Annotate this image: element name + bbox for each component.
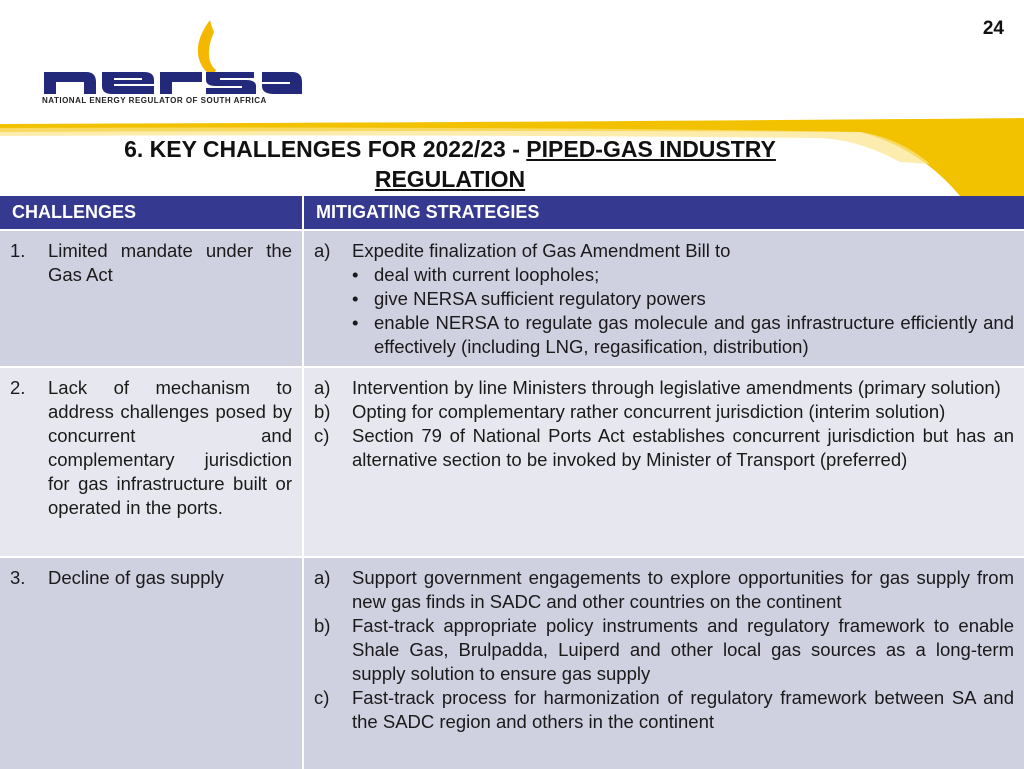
title-prefix: 6. KEY CHALLENGES FOR 2022/23 - xyxy=(124,136,527,162)
table-row xyxy=(0,230,1024,367)
strategy-text: Intervention by line Ministers through legislative amendments (primary solution) xyxy=(352,377,1001,398)
strategy-label: a) xyxy=(314,240,331,261)
strategy-cell xyxy=(303,557,1024,769)
row-number: 1. xyxy=(10,240,26,261)
row-number: 2. xyxy=(10,377,26,398)
strategy-label: c) xyxy=(314,425,330,446)
header-strategies: MITIGATING STRATEGIES xyxy=(303,196,1024,230)
strategy-label: c) xyxy=(314,687,330,708)
challenges-table xyxy=(0,196,1024,769)
challenge-cell xyxy=(0,230,303,367)
bullet-text: enable NERSA to regulate gas molecule and gas infrastructure efficiently and effectively (including LNG, regasification, distribution) xyxy=(374,312,1014,357)
strategy-text: Fast-track appropriate policy instruments and regulatory framework to enable Shale Gas, Brulpadda, Luiperd and other local gas sources as a long-term supply solution to ensure gas supply xyxy=(352,615,1014,684)
strategy-cell xyxy=(303,230,1024,367)
nersa-wordmark-icon xyxy=(40,68,302,96)
bullet-text: deal with current loopholes; xyxy=(374,264,600,285)
strategy-text: Expedite finalization of Gas Amendment Bill to xyxy=(352,240,731,261)
strategy-label: b) xyxy=(314,401,331,422)
strategy-cell xyxy=(303,367,1024,557)
row-number: 3. xyxy=(10,567,26,588)
header-challenges: CHALLENGES xyxy=(0,196,303,230)
challenge-cell xyxy=(0,367,303,557)
table-row xyxy=(0,367,1024,557)
bullet-text: give NERSA sufficient regulatory powers xyxy=(374,288,706,309)
logo-subtitle: NATIONAL ENERGY REGULATOR OF SOUTH AFRICA xyxy=(42,96,267,105)
challenge-text: Lack of mechanism to address challenges posed by concurrent and complementary jurisdiction for gas infrastructure built or operated in the ports. xyxy=(48,377,292,518)
challenge-cell xyxy=(0,557,303,769)
strategy-label: b) xyxy=(314,615,331,636)
table-row xyxy=(0,557,1024,769)
bullet-icon: • xyxy=(352,288,359,309)
page-number: 24 xyxy=(982,18,1004,39)
nersa-logo xyxy=(40,18,302,110)
challenge-text: Decline of gas supply xyxy=(48,567,224,588)
strategy-text: Fast-track process for harmonization of regulatory framework between SA and the SADC region and others in the continent xyxy=(352,687,1014,732)
slide-title xyxy=(60,134,840,194)
table-header-row xyxy=(0,196,1024,230)
strategy-label: a) xyxy=(314,377,331,398)
title-line2: REGULATION xyxy=(374,166,526,192)
strategy-text: Support government engagements to explore opportunities for gas supply from new gas finds in SADC and other countries on the continent xyxy=(352,567,1014,612)
bullet-icon: • xyxy=(352,264,359,285)
bullet-icon: • xyxy=(352,312,359,333)
strategy-text: Opting for complementary rather concurrent jurisdiction (interim solution) xyxy=(352,401,946,422)
strategy-label: a) xyxy=(314,567,331,588)
challenge-text: Limited mandate under the Gas Act xyxy=(48,240,292,285)
title-underlined: PIPED-GAS INDUSTRY xyxy=(526,136,776,162)
strategy-text: Section 79 of National Ports Act establishes concurrent jurisdiction but has an alternative section to be invoked by Minister of Transport (preferred) xyxy=(352,425,1014,470)
